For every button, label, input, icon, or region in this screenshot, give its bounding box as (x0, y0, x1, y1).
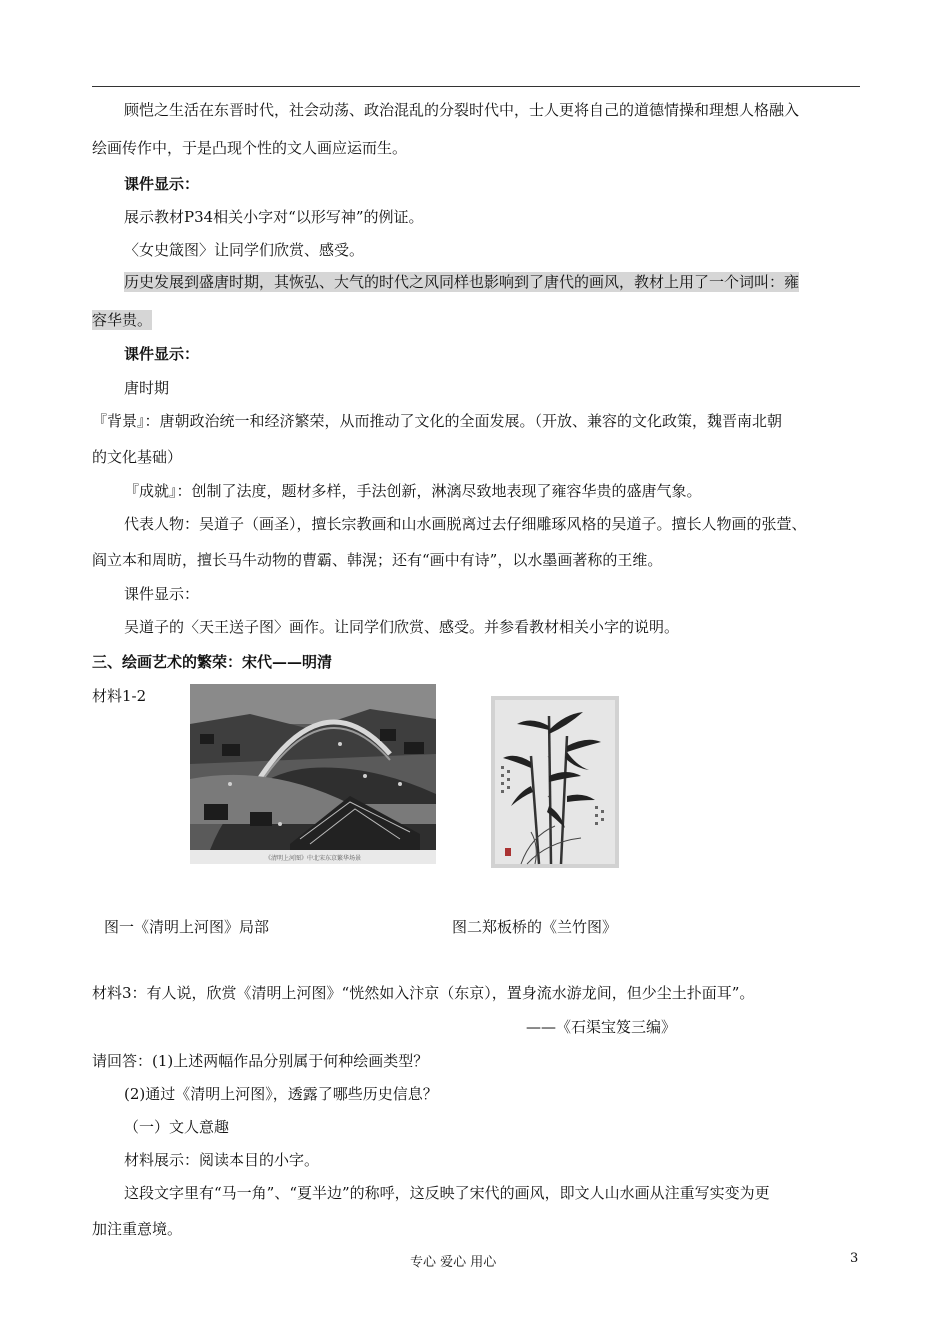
representatives-1: 代表人物：吴道子（画圣），擅长宗教画和山水画脱离过去仔细雕琢风格的吴道子。擅长人物画的张萱、 (124, 515, 807, 533)
figure1-caption: 图一《清明上河图》局部 (104, 918, 270, 936)
tang-background-2: 的文化基础） (92, 448, 183, 466)
material-display: 材料展示：阅读本目的小字。 (124, 1151, 320, 1169)
figure2-caption: 图二郑板桥的《兰竹图》 (452, 918, 618, 936)
courseware-heading-1: 课件显示： (124, 175, 200, 193)
song-style-1: 这段文字里有“马一角”、“夏半边”的称呼，这反映了宋代的画风，即文人山水画从注重写实变为更 (124, 1184, 770, 1202)
figure1-small-caption: 《清明上河图》中北宋东京繁华场景 (264, 855, 362, 862)
highlighted-paragraph-2: 容华贵。 (92, 311, 153, 329)
header-rule (92, 86, 860, 87)
tang-achievement: 『成就』：创制了法度，题材多样，手法创新，淋漓尽致地表现了雍容华贵的盛唐气象。 (124, 482, 702, 500)
question-2: (2)通过《清明上河图》，透露了哪些历史信息？ (124, 1085, 438, 1103)
song-style-2: 加注重意境。 (92, 1220, 183, 1238)
material-3: 材料3：有人说，欣赏《清明上河图》“恍然如入汴京（东京），置身流水游龙间，但少尘土扑面耳”。 (92, 984, 755, 1002)
tang-background-1: 『背景』：唐朝政治统一和经济繁荣，从而推动了文化的全面发展。（开放、兼容的文化政策，魏晋南北朝 (92, 412, 783, 430)
paragraph-nvshi: 〈女史箴图〉让同学们欣赏、感受。 (124, 241, 365, 259)
material-3-source: ——《石渠宝笈三编》 (526, 1018, 677, 1036)
paragraph-gukaizhi-2: 绘画传作中，于是凸现个性的文人画应运而生。 (92, 139, 408, 157)
paragraph-gukaizhi-1: 顾恺之生活在东晋时代，社会动荡、政治混乱的分裂时代中，士人更将自己的道德情操和理想人格融入 (124, 101, 800, 119)
orchid-bamboo-image (491, 696, 619, 868)
section-heading-3: 三、绘画艺术的繁荣：宋代——明清 (92, 653, 333, 671)
subsection-literati: （一）文人意趣 (124, 1118, 230, 1136)
qingming-shanghe-image (190, 684, 436, 864)
question-1: 请回答：(1)上述两幅作品分别属于何种绘画类型？ (92, 1052, 429, 1070)
paragraph-wudaozi: 吴道子的〈天王送子图〉画作。让同学们欣赏、感受。并参看教材相关小字的说明。 (124, 618, 680, 636)
courseware-heading-3: 课件显示： (124, 585, 200, 603)
representatives-2: 阎立本和周昉，擅长马牛动物的曹霸、韩滉；还有“画中有诗”，以水墨画著称的王维。 (92, 551, 663, 569)
paragraph-p34: 展示教材P34相关小字对“以形写神”的例证。 (124, 208, 424, 226)
tang-period-title: 唐时期 (124, 379, 170, 397)
courseware-heading-2: 课件显示： (124, 345, 200, 363)
seal-stamp (505, 848, 511, 856)
material-label-1-2: 材料1-2 (92, 687, 147, 705)
footer-center: 专心 爱心 用心 (410, 1255, 497, 1270)
page-number: 3 (850, 1251, 859, 1266)
highlighted-paragraph-1: 历史发展到盛唐时期，其恢弘、大气的时代之风同样也影响到了唐代的画风，教材上用了一个词叫：雍 (124, 273, 800, 291)
